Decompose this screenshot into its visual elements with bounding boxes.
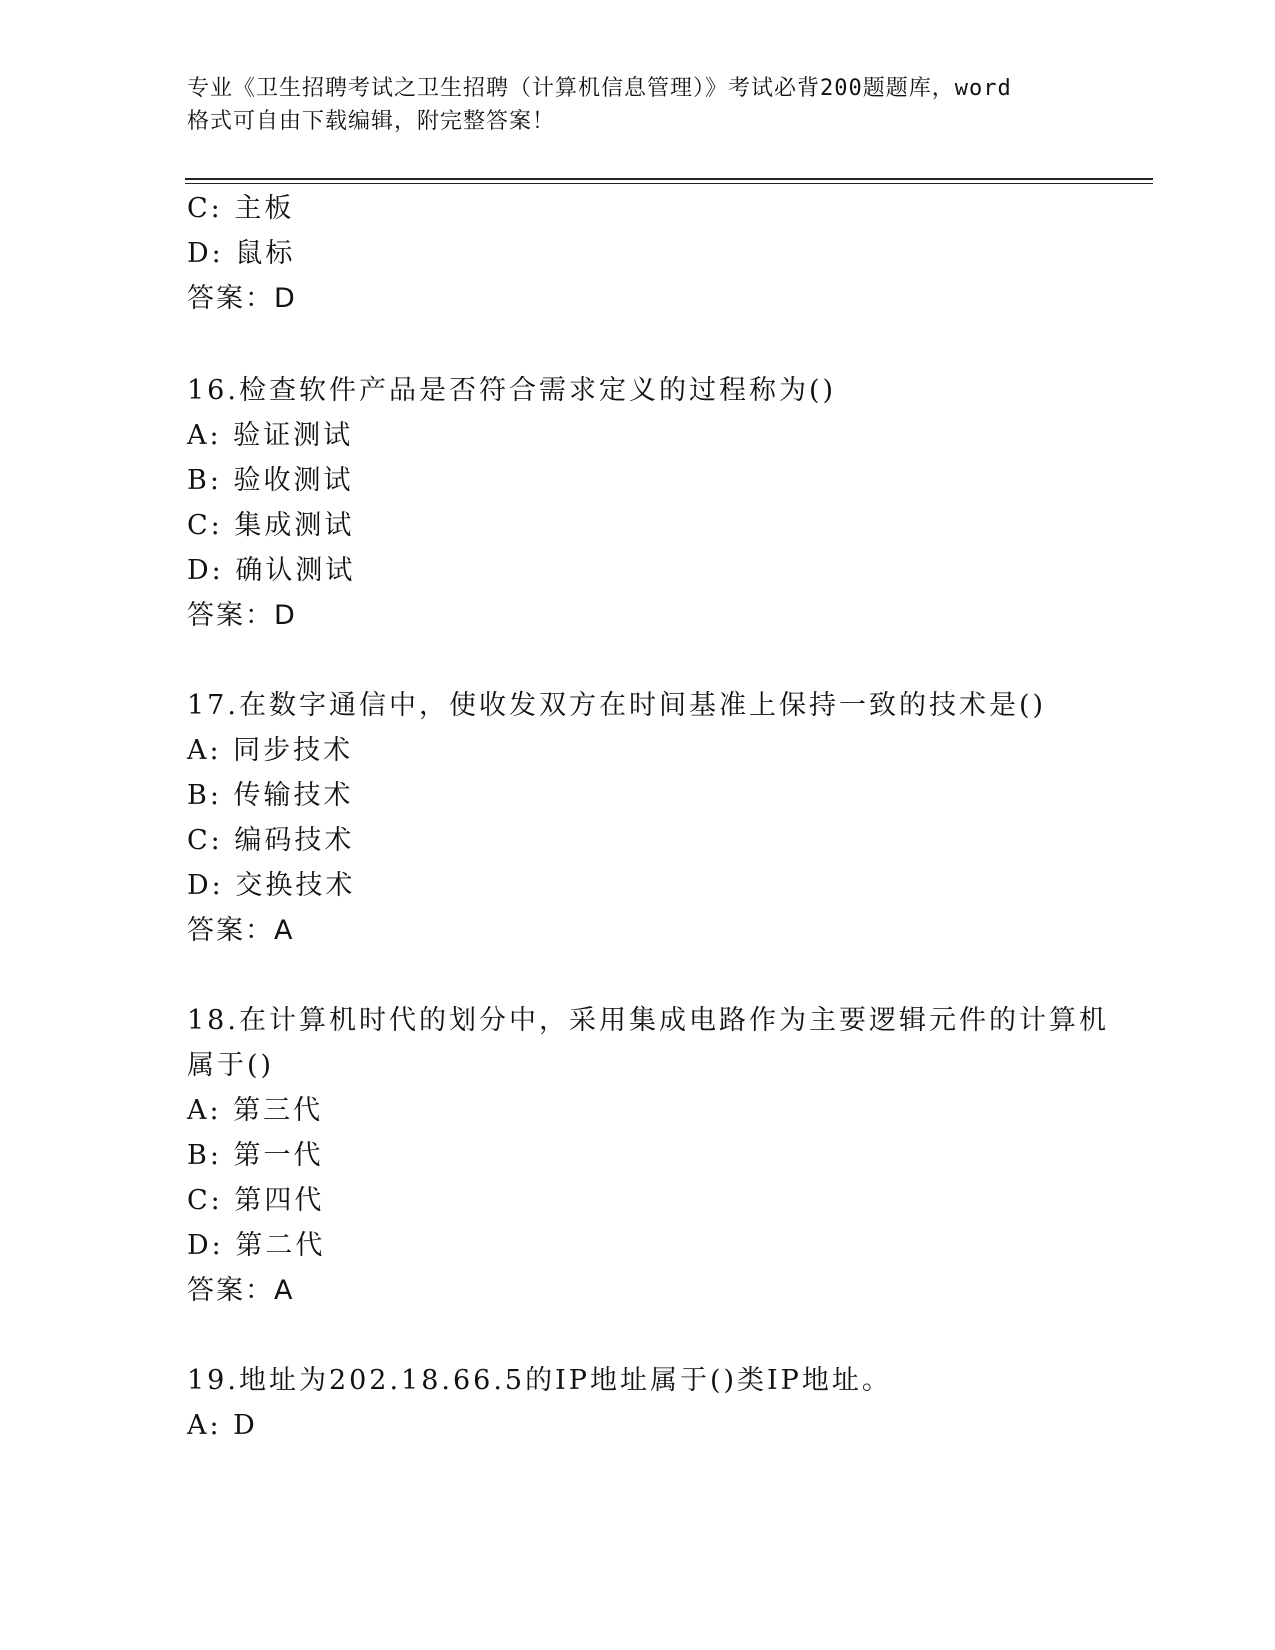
q15-answer: 答案：D — [187, 283, 297, 314]
q18-answer: 答案：A — [187, 1275, 295, 1306]
q19-text: 19.地址为202.18.66.5的IP地址属于()类IP地址。 — [187, 1365, 892, 1396]
header-line-1: 专业《卫生招聘考试之卫生招聘（计算机信息管理）》考试必背200题题库，word — [187, 76, 1012, 101]
q17-option-a: A: 同步技术 — [187, 735, 354, 766]
q17-option-c: C: 编码技术 — [187, 825, 355, 856]
q16-option-a: A: 验证测试 — [187, 420, 354, 451]
header-line-2: 格式可自由下载编辑，附完整答案！ — [187, 109, 556, 134]
document-header — [187, 72, 1087, 138]
header-divider-thin — [185, 183, 1153, 184]
q18-option-a: A: 第三代 — [187, 1095, 324, 1126]
q17-option-d: D: 交换技术 — [187, 870, 356, 901]
q16-option-c: C: 集成测试 — [187, 510, 355, 541]
q19-option-a: A: D — [187, 1410, 258, 1441]
q15-option-c: C: 主板 — [187, 193, 295, 224]
q16-answer: 答案：D — [187, 600, 297, 631]
q17-text: 17.在数字通信中，使收发双方在时间基准上保持一致的技术是() — [187, 690, 1047, 721]
q18-option-c: C: 第四代 — [187, 1185, 325, 1216]
q15-option-d: D: 鼠标 — [187, 238, 296, 269]
q17-option-b: B: 传输技术 — [187, 780, 354, 811]
q17-answer: 答案：A — [187, 915, 295, 946]
q16-option-b: B: 验收测试 — [187, 465, 354, 496]
header-divider-thick — [185, 178, 1153, 180]
q16-option-d: D: 确认测试 — [187, 555, 356, 586]
q18-text-line-1: 18.在计算机时代的划分中，采用集成电路作为主要逻辑元件的计算机 — [187, 1005, 1109, 1036]
q18-option-b: B: 第一代 — [187, 1140, 324, 1171]
q18-text-line-2: 属于() — [187, 1050, 275, 1081]
q16-text: 16.检查软件产品是否符合需求定义的过程称为() — [187, 375, 837, 406]
q18-option-d: D: 第二代 — [187, 1230, 326, 1261]
